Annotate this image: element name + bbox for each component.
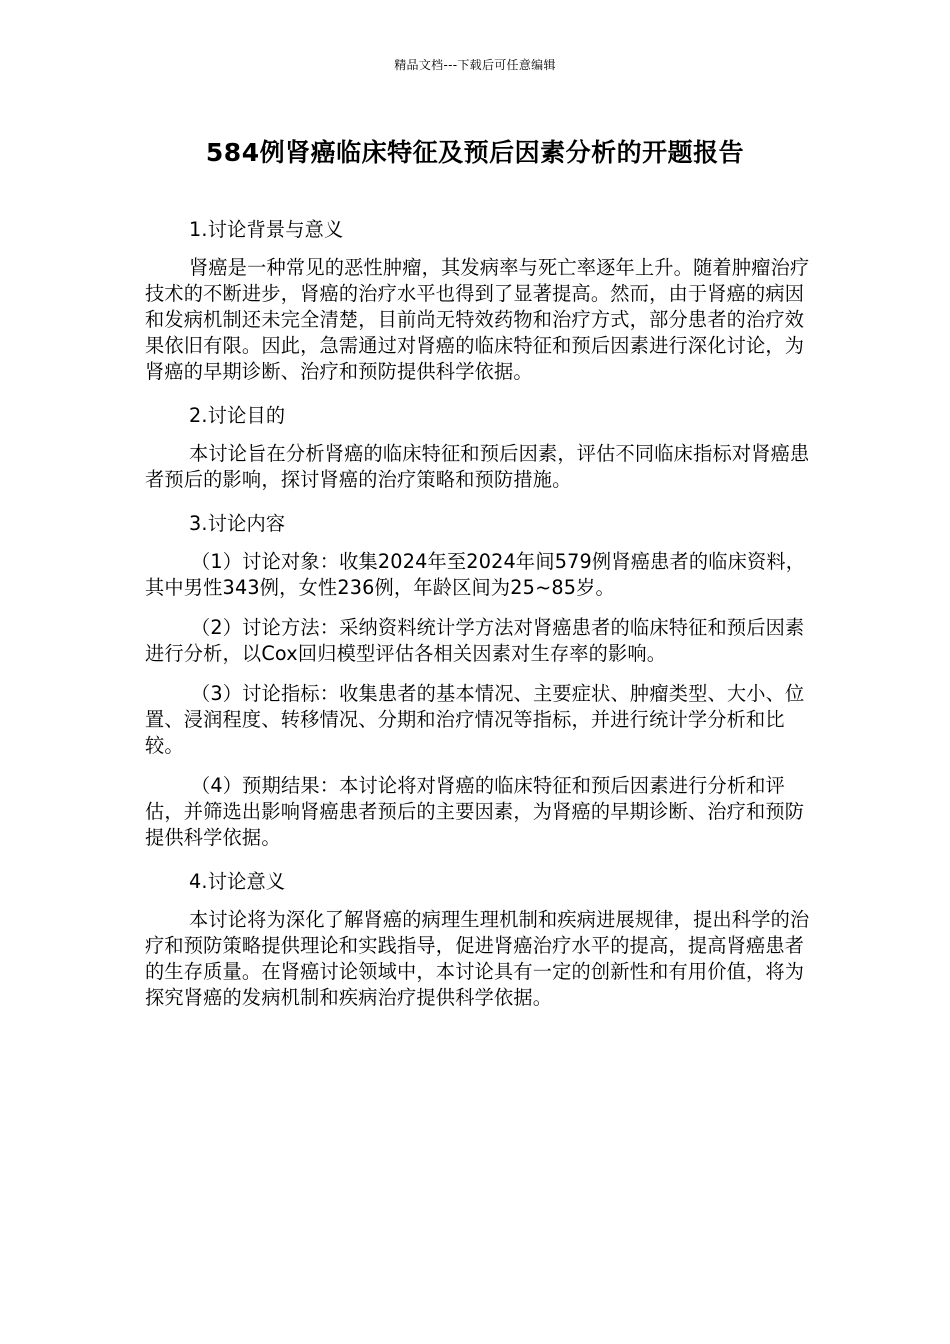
section-heading-significance: 4.讨论意义	[189, 870, 286, 893]
document-title: 584例肾癌临床特征及预后因素分析的开题报告	[205, 138, 745, 167]
paragraph-content-expected-results: （4）预期结果：本讨论将对肾癌的临床特征和预后因素进行分析和评估，并筛选出影响肾癌患者预后的主要因素，为肾癌的早期诊断、治疗和预防提供科学依据。	[145, 774, 805, 849]
document-body	[145, 213, 815, 1025]
paragraph-significance: 本讨论将为深化了解肾癌的病理生理机制和疾病进展规律，提出科学的治疗和预防策略提供理论和实践指导，促进肾癌治疗水平的提高，提高肾癌患者的生存质量。在肾癌讨论领域中，本讨论具有一定的创新性和有用价值，将为探究肾癌的发病机制和疾病治疗提供科学依据。	[145, 908, 810, 1009]
paragraph-content-subjects: （1）讨论对象：收集2024年至2024年间579例肾癌患者的临床资料，其中男性343例，女性236例，年龄区间为25~85岁。	[145, 550, 806, 599]
paragraph-content-methods: （2）讨论方法：采纳资料统计学方法对肾癌患者的临床特征和预后因素进行分析，以Cox回归模型评估各相关因素对生存率的影响。	[145, 616, 805, 665]
header-note: 精品文档---下载后可任意编辑	[394, 58, 556, 72]
paragraph-purpose: 本讨论旨在分析肾癌的临床特征和预后因素，评估不同临床指标对肾癌患者预后的影响，探讨肾癌的治疗策略和预防措施。	[145, 442, 810, 491]
section-heading-purpose: 2.讨论目的	[189, 404, 286, 427]
paragraph-content-indicators: （3）讨论指标：收集患者的基本情况、主要症状、肿瘤类型、大小、位置、浸润程度、转移情况、分期和治疗情况等指标，并进行统计学分析和比较。	[145, 682, 805, 757]
section-heading-content: 3.讨论内容	[189, 512, 286, 535]
section-heading-background: 1.讨论背景与意义	[189, 218, 344, 241]
paragraph-background: 肾癌是一种常见的恶性肿瘤，其发病率与死亡率逐年上升。随着肿瘤治疗技术的不断进步，肾癌的治疗水平也得到了显著提高。然而，由于肾癌的病因和发病机制还未完全清楚，目前尚无特效药物和治疗方式，部分患者的治疗效果依旧有限。因此，急需通过对肾癌的临床特征和预后因素进行深化讨论，为肾癌的早期诊断、治疗和预防提供科学依据。	[145, 256, 810, 383]
